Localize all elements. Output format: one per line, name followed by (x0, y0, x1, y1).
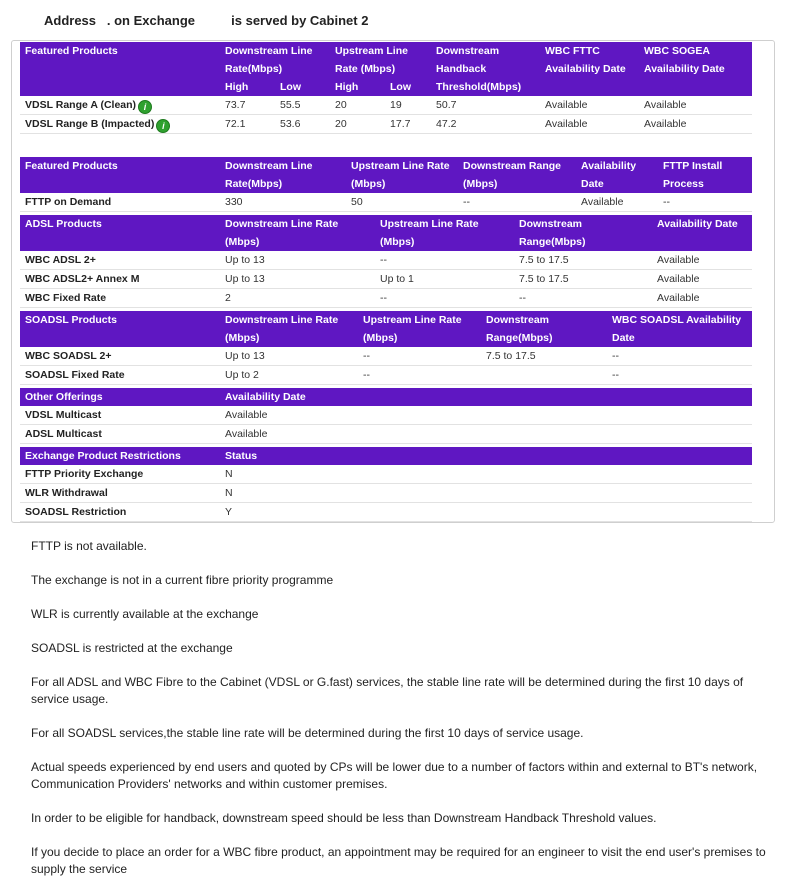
cell: N (220, 465, 752, 484)
table-row (20, 465, 752, 484)
product-name: WBC ADSL 2+ (20, 251, 220, 270)
table-row (20, 425, 752, 444)
cell: Available (652, 270, 752, 289)
cell: Available (639, 96, 752, 115)
cell: Available (652, 289, 752, 308)
cell: 72.1 (220, 115, 275, 134)
cell: -- (607, 347, 752, 366)
cell: Up to 1 (375, 270, 514, 289)
col-header: Featured Products (20, 157, 220, 193)
table-header-row (20, 157, 752, 193)
cell: Up to 13 (220, 270, 375, 289)
cell: Available (540, 96, 639, 115)
col-header: Availability Date (576, 157, 658, 193)
cell: Available (220, 406, 752, 425)
cell: 55.5 (275, 96, 330, 115)
table-row (20, 406, 752, 425)
table-row (20, 115, 752, 134)
cell: 2 (220, 289, 375, 308)
cell: Available (576, 193, 658, 212)
col-header: Upstream Line Rate (Mbps) (375, 215, 514, 251)
table-row (20, 503, 752, 522)
col-header: WBC FTTC Availability Date (540, 42, 639, 96)
col-header: Downstream Line Rate (Mbps) (220, 215, 375, 251)
soadsl-products-table (20, 311, 752, 385)
product-name (20, 96, 220, 115)
restriction-name: WLR Withdrawal (20, 484, 220, 503)
col-header: Featured Products (20, 42, 220, 96)
col-header: WBC SOADSL Availability Date (607, 311, 752, 347)
table-header-row (20, 388, 752, 406)
cell: 50 (346, 193, 458, 212)
cell: Y (220, 503, 752, 522)
product-name: WBC Fixed Rate (20, 289, 220, 308)
col-header: Upstream Line Rate (Mbps) (330, 42, 431, 78)
cell: Available (652, 251, 752, 270)
subheader-low: Low (275, 78, 330, 96)
subheader-low: Low (385, 78, 431, 96)
cell: 19 (385, 96, 431, 115)
cell: 330 (220, 193, 346, 212)
note: WLR is currently available at the exchange (31, 607, 259, 621)
cell: -- (358, 366, 481, 385)
note: SOADSL is restricted at the exchange (31, 641, 233, 655)
restriction-name: SOADSL Restriction (20, 503, 220, 522)
col-header: Availability Date (220, 388, 752, 406)
cell: -- (658, 193, 752, 212)
col-header: Downstream Handback Threshold(Mbps) (431, 42, 540, 96)
restriction-name: FTTP Priority Exchange (20, 465, 220, 484)
note: The exchange is not in a current fibre priority programme (31, 573, 334, 587)
col-header: SOADSL Products (20, 311, 220, 347)
product-name: WBC SOADSL 2+ (20, 347, 220, 366)
col-header: ADSL Products (20, 215, 220, 251)
info-icon[interactable]: i (156, 119, 170, 133)
table-row (20, 347, 752, 366)
cell: 53.6 (275, 115, 330, 134)
cell: Up to 13 (220, 251, 375, 270)
col-header: Status (220, 447, 752, 465)
table-header-row (20, 447, 752, 465)
note: For all ADSL and WBC Fibre to the Cabinet (VDSL or G.fast) services, the stable line rate will be determined during the first 10 days of service usage. (31, 675, 744, 706)
table-row (20, 366, 752, 385)
col-header: Availability Date (652, 215, 752, 251)
product-name: WBC ADSL2+ Annex M (20, 270, 220, 289)
col-header: WBC SOGEA Availability Date (639, 42, 752, 96)
cell: 50.7 (431, 96, 540, 115)
featured-products-vdsl-table (20, 42, 752, 134)
adsl-products-table (20, 215, 752, 308)
table-header-row (20, 42, 752, 78)
note: If you decide to place an order for a WBC fibre product, an appointment may be required for an engineer to visit the end user's premises to supply the service (31, 845, 766, 876)
note: In order to be eligible for handback, downstream speed should be less than Downstream Handback Threshold values. (31, 811, 657, 825)
table-row (20, 193, 752, 212)
cell: Available (220, 425, 752, 444)
cell: N (220, 484, 752, 503)
cell: Available (639, 115, 752, 134)
subheader-high: High (220, 78, 275, 96)
product-name: SOADSL Fixed Rate (20, 366, 220, 385)
served-text: is served by Cabinet 2 (231, 13, 369, 28)
cell: 7.5 to 17.5 (481, 347, 607, 366)
product-name-text: VDSL Range B (Impacted) (25, 118, 155, 130)
cell: Available (540, 115, 639, 134)
col-header: Downstream Range(Mbps) (514, 215, 652, 251)
product-name: FTTP on Demand (20, 193, 220, 212)
cell: 20 (330, 96, 385, 115)
col-header: Upstream Line Rate (Mbps) (346, 157, 458, 193)
featured-products-fttp-table (20, 157, 752, 212)
cell: 73.7 (220, 96, 275, 115)
cell: Up to 13 (220, 347, 358, 366)
col-header: Other Offerings (20, 388, 220, 406)
table-row (20, 96, 752, 115)
col-header: Exchange Product Restrictions (20, 447, 220, 465)
product-name: VDSL Multicast (20, 406, 220, 425)
cell: Up to 2 (220, 366, 358, 385)
cell: 20 (330, 115, 385, 134)
product-name-text: VDSL Range A (Clean) (25, 99, 137, 111)
address-label: Address (44, 13, 97, 28)
cell: -- (514, 289, 652, 308)
cell: 7.5 to 17.5 (514, 251, 652, 270)
table-row (20, 289, 752, 308)
note: Actual speeds experienced by end users and quoted by CPs will be lower due to a number of factors within and external to BT's network, Communication Providers' networks and within customer premises. (31, 760, 758, 791)
table-header-row (20, 215, 752, 251)
cell: -- (607, 366, 752, 385)
exchange-label: . on Exchange (106, 13, 196, 28)
col-header: Downstream Line Rate(Mbps) (220, 157, 346, 193)
table-header-row (20, 311, 752, 347)
cell: 17.7 (385, 115, 431, 134)
table-row (20, 484, 752, 503)
product-name: ADSL Multicast (20, 425, 220, 444)
product-name (20, 115, 220, 134)
cell: -- (375, 289, 514, 308)
col-header: Upstream Line Rate (Mbps) (358, 311, 481, 347)
col-header: Downstream Line Rate(Mbps) (220, 42, 330, 78)
exchange-restrictions-table (20, 447, 752, 522)
notes-section (31, 538, 776, 895)
info-icon[interactable]: i (138, 100, 152, 114)
cell: -- (358, 347, 481, 366)
col-header: Downstream Range (Mbps) (458, 157, 576, 193)
cell: 7.5 to 17.5 (514, 270, 652, 289)
col-header: Downstream Range(Mbps) (481, 311, 607, 347)
subheader-high: High (330, 78, 385, 96)
table-row (20, 251, 752, 270)
note: For all SOADSL services,the stable line rate will be determined during the first 10 days of service usage. (31, 726, 584, 740)
cell (481, 366, 607, 385)
note: FTTP is not available. (31, 539, 147, 553)
cell: 47.2 (431, 115, 540, 134)
cell: -- (375, 251, 514, 270)
col-header: FTTP Install Process (658, 157, 752, 193)
other-offerings-table (20, 388, 752, 444)
table-row (20, 270, 752, 289)
page-header (44, 13, 368, 28)
cell: -- (458, 193, 576, 212)
col-header: Downstream Line Rate (Mbps) (220, 311, 358, 347)
